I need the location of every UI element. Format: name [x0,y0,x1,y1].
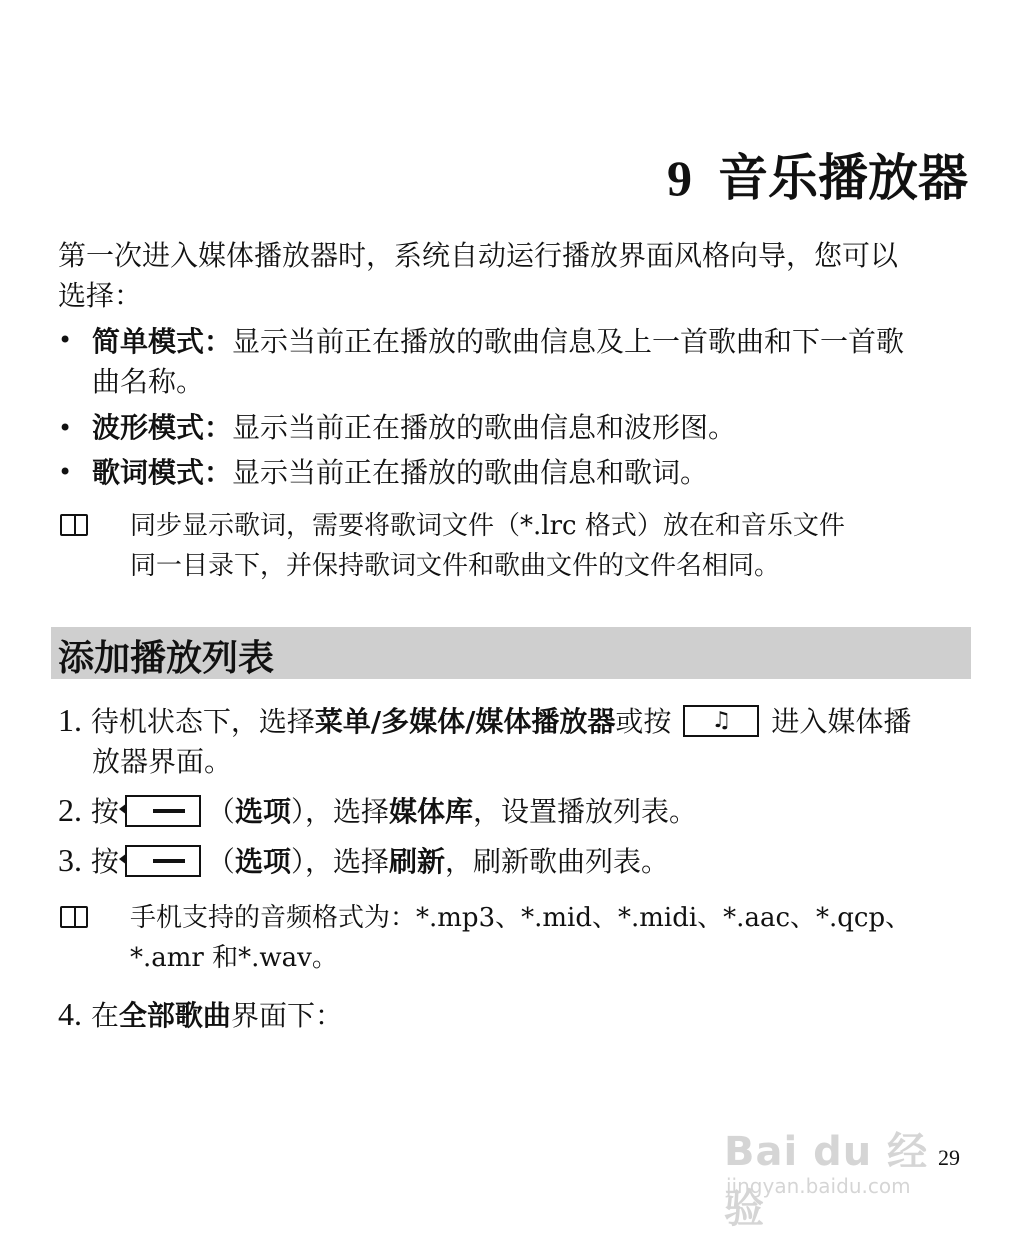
menu-path: 菜单/多媒体/媒体播放器 [314,705,616,738]
step-text: ），选择 [290,845,389,878]
step-3 [58,840,669,882]
step-text: 在 [90,999,119,1032]
book-note-icon [60,514,88,536]
option-label: 选项 [234,795,291,828]
step-text: （ [206,845,235,878]
chapter-title: 音乐播放器 [718,149,968,207]
menu-item-refresh: 刷新 [388,845,445,878]
step-text: 进入媒体播 [771,705,912,738]
step-text: 或按 [615,705,672,738]
step-number: 3. [58,842,82,878]
mode-desc: 显示当前正在播放的歌曲信息和波形图。 [232,411,737,444]
bullet-dot: • [58,414,73,442]
mode-desc: 显示当前正在播放的歌曲信息及上一首歌曲和下一首歌 [232,325,905,358]
mode-desc-line-2: 曲名称。 [92,365,205,398]
step-1-line-2: 放器界面。 [92,745,233,778]
step-text: （ [206,795,235,828]
intro-line-2: 选择： [58,279,143,312]
chapter-number: 9 [667,150,692,206]
step-text: ，刷新歌曲列表。 [444,845,669,878]
note-line-2: *.amr 和*.wav。 [130,943,338,973]
section-title: 添加播放列表 [58,638,275,679]
step-2 [58,790,697,832]
step-number: 2. [58,792,82,828]
step-text: ，设置播放列表。 [472,795,697,828]
note-lyrics [130,506,845,586]
music-key-icon: ♫ [683,705,759,737]
list-item-simple-mode [92,322,904,402]
page-number: 29 [938,1145,960,1170]
note-line-2: 同一目录下，并保持歌词文件和歌曲文件的文件名相同。 [130,551,781,581]
step-text: ），选择 [290,795,389,828]
bullet-dot: • [58,326,73,354]
step-1 [58,700,911,782]
watermark-text: Bai du 经验 [724,1129,929,1232]
all-songs-label: 全部歌曲 [118,999,231,1032]
list-item-lyrics-mode [92,453,708,493]
step-text: 待机状态下，选择 [90,705,315,738]
mode-colon: ： [204,456,233,489]
bullet-dot: • [58,458,73,486]
mode-name: 简单模式 [92,325,205,358]
note-line-1: 手机支持的音频格式为：*.mp3、*.mid、*.midi、*.aac、*.qcp、 [130,903,912,933]
mode-name: 波形模式 [92,411,205,444]
book-note-icon [60,906,88,928]
mode-colon: ： [204,411,233,444]
step-number: 1. [58,702,82,738]
step-number: 4. [58,996,82,1032]
mode-name: 歌词模式 [92,456,205,489]
menu-item-media-library: 媒体库 [388,795,473,828]
option-label: 选项 [234,845,291,878]
chapter-heading [667,138,968,210]
mode-colon: ： [204,325,233,358]
intro-line-1: 第一次进入媒体播放器时，系统自动运行播放界面风格向导，您可以 [58,239,899,272]
step-4 [58,994,343,1036]
watermark-url: jingyan.baidu.com [726,1174,911,1198]
left-soft-key-icon [125,795,201,827]
intro-paragraph [58,236,898,316]
note-line-1: 同步显示歌词，需要将歌词文件（*.lrc 格式）放在和音乐文件 [130,511,845,541]
baidu-watermark-logo [724,1092,960,1232]
step-text: 界面下： [230,999,343,1032]
step-text: 按 [90,845,119,878]
list-item-wave-mode [92,408,736,448]
mode-desc: 显示当前正在播放的歌曲信息和歌词。 [232,456,709,489]
left-soft-key-icon [125,845,201,877]
step-text: 按 [90,795,119,828]
note-audio-formats [130,898,911,978]
